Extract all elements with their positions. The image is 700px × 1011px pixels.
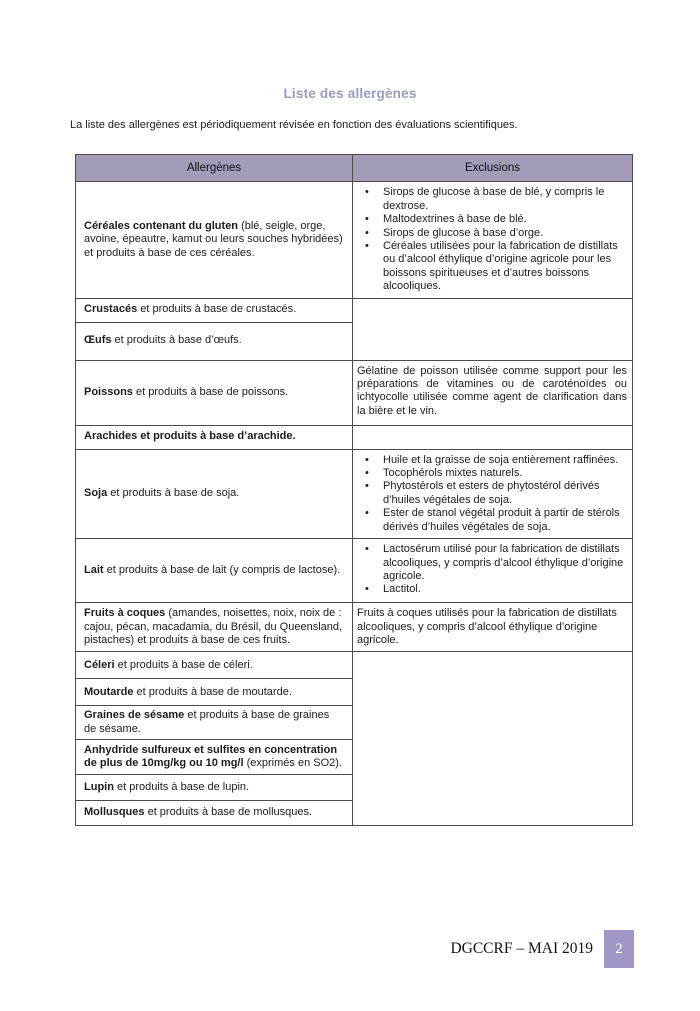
- exclusion-cell: [353, 539, 633, 603]
- exclusion-cell: [353, 603, 633, 652]
- allergen-cell: [76, 449, 353, 538]
- page-footer: [450, 930, 634, 968]
- allergen-cell: [76, 801, 353, 826]
- exclusion-item: • Phytostérols et esters de phytostérol dérivés d’huiles végétales de soja.: [357, 480, 627, 507]
- allergen-name: Fruits à coques: [84, 607, 166, 620]
- allergen-desc: et produits à base de lupin.: [113, 780, 250, 793]
- allergen-desc: et produits à base de mollusques.: [144, 806, 313, 819]
- page-title: Liste des allergènes: [283, 86, 417, 101]
- table-row-lait: [76, 539, 633, 603]
- allergen-desc: et produits à base de crustacés.: [137, 303, 297, 316]
- allergen-cell: [76, 360, 353, 425]
- table-row-poissons: [76, 360, 633, 425]
- exclusion-list: [357, 454, 627, 534]
- exclusion-cell: [353, 449, 633, 538]
- allergen-name: Arachides et produits à base d’arachide.: [84, 430, 296, 443]
- allergen-cell: [76, 706, 353, 740]
- allergen-name: Soja: [84, 487, 108, 500]
- allergen-cell: [76, 679, 353, 706]
- exclusion-item: • Lactitol.: [357, 583, 627, 596]
- allergen-name: Lupin: [84, 780, 114, 793]
- allergen-name: Lait: [84, 563, 104, 576]
- exclusion-cell-empty: [353, 425, 633, 449]
- exclusion-text: Fruits à coques utilisés pour la fabrication de distillats alcooliques, y compris d’alcool éthylique d’origine agricole.: [357, 607, 617, 646]
- allergen-desc: et produits à base de soja.: [107, 487, 240, 500]
- allergen-table-container: [75, 154, 700, 826]
- allergen-name: Crustacés: [84, 303, 138, 316]
- table-row-cereales: [76, 182, 633, 298]
- allergen-cell: [76, 652, 353, 679]
- exclusion-text: Gélatine de poisson utilisée comme support pour les préparations de vitamines ou de caroténoïdes ou ichtyocolle utilisée comme agent de clarification dans la bière et le vin.: [357, 364, 627, 417]
- exclusion-list: [357, 543, 627, 597]
- exclusion-item: • Sirops de glucose à base de blé, y compris le dextrose.: [357, 186, 627, 213]
- allergen-desc: et produits à base de graines de sésame.: [84, 709, 330, 735]
- allergen-name: Moutarde: [84, 685, 134, 698]
- allergen-desc: (amandes, noisettes, noix, noix de : cajou, pécan, macadamia, du Brésil, du Queensland, pistaches) et produits à base de ces fruits.: [84, 607, 343, 646]
- allergen-desc: et produits à base de céleri.: [114, 658, 253, 671]
- table-header-allergenes: Allergènes: [76, 155, 353, 182]
- footer-text: DGCCRF – MAI 2019: [450, 940, 593, 957]
- allergen-desc: et produits à base de moutarde.: [133, 685, 292, 698]
- exclusion-item: • Lactosérum utilisé pour la fabrication de distillats alcooliques, y compris d’alcool éthylique d’origine agricole.: [357, 543, 627, 583]
- table-row-soja: [76, 449, 633, 538]
- allergen-name: Anhydride sulfureux et sulfites en concentration de plus de 10mg/kg ou 10 mg/l: [84, 743, 338, 770]
- allergen-name: Poissons: [84, 385, 133, 398]
- allergen-desc: (blé, seigle, orge, avoine, épeautre, kamut ou leurs souches hybridées) et produits à base de ces céréales.: [84, 219, 343, 259]
- exclusion-item: • Céréales utilisées pour la fabrication de distillats ou d’alcool éthylique d’origine agricole pour les boissons spiritueuses et d’autres boissons alcooliques.: [357, 240, 627, 294]
- table-row-fruits-a-coques: [76, 603, 633, 652]
- intro-text: La liste des allergènes est périodiquement révisée en fonction des évaluations scientifiques.: [70, 119, 518, 131]
- allergen-cell: [76, 182, 353, 298]
- allergen-name: Graines de sésame: [84, 709, 185, 722]
- exclusion-cell-empty: [353, 298, 633, 360]
- allergen-cell: [76, 322, 353, 360]
- allergen-cell: [76, 425, 353, 449]
- allergen-desc: et produits à base de lait (y compris de lactose).: [103, 563, 341, 576]
- exclusion-item: • Sirops de glucose à base d’orge.: [357, 227, 627, 240]
- exclusion-cell: [353, 360, 633, 425]
- exclusion-item: • Maltodextrines à base de blé.: [357, 213, 627, 226]
- allergen-name: Œufs: [84, 334, 112, 347]
- table-row-arachides: [76, 425, 633, 449]
- allergen-cell: [76, 775, 353, 801]
- table-header-exclusions: Exclusions: [353, 155, 633, 182]
- allergen-name: Céréales contenant du gluten: [84, 219, 239, 232]
- allergen-desc: et produits à base d’œufs.: [111, 334, 242, 347]
- allergen-table: [75, 154, 633, 826]
- exclusion-item: • Huile et la graisse de soja entièrement raffinées.: [357, 454, 627, 467]
- allergen-cell: [76, 603, 353, 652]
- table-header-row: [76, 155, 633, 182]
- allergen-desc: et produits à base de poissons.: [132, 385, 289, 398]
- page-number-badge: 2: [604, 930, 634, 968]
- exclusion-cell-empty: [353, 652, 633, 826]
- exclusion-list: [357, 186, 627, 293]
- allergen-name: Mollusques: [84, 806, 145, 819]
- table-row-crustaces: [76, 298, 633, 322]
- exclusion-item: • Ester de stanol végétal produit à partir de stérols dérivés d’huiles végétales de soja.: [357, 507, 627, 534]
- allergen-desc: (exprimés en SO2).: [243, 757, 342, 770]
- allergen-cell: [76, 740, 353, 775]
- allergen-name: Céleri: [84, 658, 115, 671]
- allergen-cell: [76, 298, 353, 322]
- allergen-cell: [76, 539, 353, 603]
- table-row-celeri: [76, 652, 633, 679]
- exclusion-item: • Tocophérols mixtes naturels.: [357, 467, 627, 480]
- exclusion-cell: [353, 182, 633, 298]
